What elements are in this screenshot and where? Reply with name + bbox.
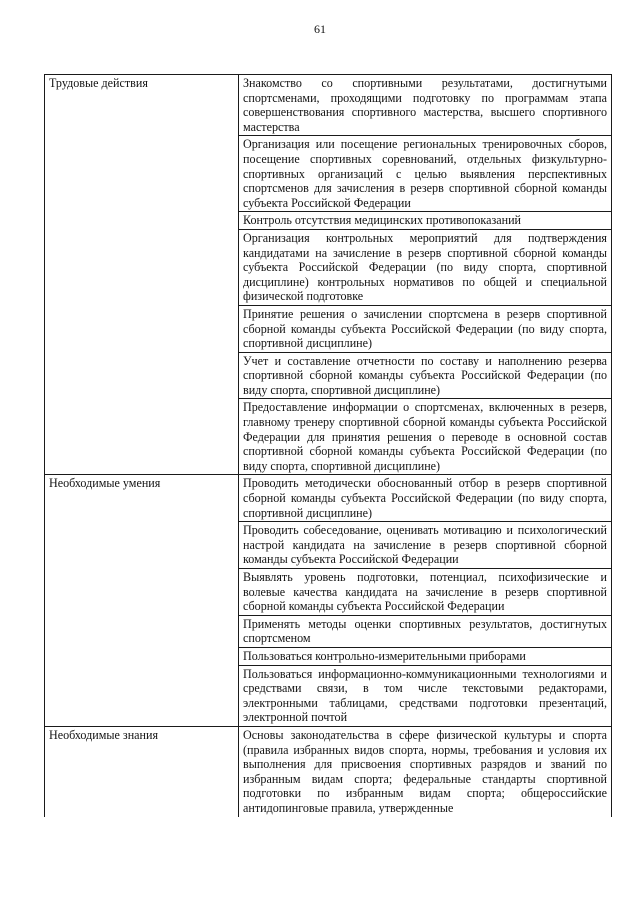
competency-table	[44, 74, 612, 817]
table-cell	[239, 615, 612, 647]
table-cell	[239, 647, 612, 665]
table-cell	[239, 665, 612, 726]
cell-text: Принятие решения о зачислении спортсмена в резерв спортивной сборной команды субъекта Российской Федерации (по виду спорта, спортивной дисциплине)	[243, 306, 607, 351]
row-label-labor-actions	[45, 75, 239, 475]
table-cell	[239, 229, 612, 305]
table-cell	[239, 726, 612, 816]
cell-text: Контроль отсутствия медицинских противопоказаний	[243, 213, 522, 228]
table-row	[45, 475, 612, 522]
table-cell	[239, 212, 612, 230]
cell-text: Знакомство со спортивными результатами, достигнутыми спортсменами, проходящими подготовку по программам этапа совершенствования спортивного мастерства, высшего спортивного мастерства	[243, 76, 607, 134]
cell-text: Проводить собеседование, оценивать мотивацию и психологический настрой кандидата на зачисление в резерв спортивной сборной команды субъекта Российской Федерации	[243, 523, 607, 567]
cell-text: Основы законодательства в сфере физической культуры и спорта (правила избранных видов спорта, нормы, требования и условия их выполнения для присвоения спортивных разрядов и званий по избранным видам спорта; федеральные стандарты спортивной подготовки по избранным видам спорта; общероссийские антидопинговые правила, утвержденные	[243, 727, 607, 815]
cell-text: Пользоваться контрольно-измерительными приборами	[243, 648, 526, 663]
cell-text: Пользоваться информационно-коммуникационными технологиями и средствами связи, в том числе текстовыми редакторами, электронными таблицами, средствами подготовки презентаций, электронной почтой	[243, 666, 607, 725]
cell-text: Учет и составление отчетности по составу и наполнению резерва спортивной сборной команды субъекта Российской Федерации (по виду спорта, спортивной дисциплине)	[243, 353, 607, 397]
cell-text: Предоставление информации о спортсменах, включенных в резерв, главному тренеру спортивной сборной команды субъекта Российской Федерации для принятия решения о переводе в основной состав спортивной сборной команды субъекта Российской Федерации (по виду спорта, спортивной дисциплине)	[243, 400, 607, 473]
cell-text: Выявлять уровень подготовки, потенциал, психофизические и волевые качества кандидата на зачисление в резерв спортивной сборной команды субъекта Российской Федерации	[243, 570, 607, 614]
row-label-text: Необходимые знания	[49, 727, 159, 742]
cell-text: Проводить методически обоснованный отбор в резерв спортивной сборной команды субъекта Российской Федерации (по виду спорта, спортивной дисциплине)	[243, 476, 607, 520]
row-label-text: Трудовые действия	[49, 76, 148, 90]
page-number: 61	[314, 22, 326, 36]
table-row	[45, 726, 612, 816]
cell-text: Применять методы оценки спортивных результатов, достигнутых спортсменом	[243, 616, 607, 646]
table-cell	[239, 305, 612, 352]
table-cell	[239, 569, 612, 616]
table-row	[45, 75, 612, 136]
row-label-required-knowledge	[45, 726, 239, 816]
table-cell	[239, 522, 612, 569]
table-cell	[239, 475, 612, 522]
table-cell	[239, 75, 612, 136]
row-label-text: Необходимые умения	[49, 476, 161, 491]
row-label-required-skills	[45, 475, 239, 727]
table-cell	[239, 136, 612, 212]
cell-text: Организация контрольных мероприятий для подтверждения кандидатами на зачисление в резерв спортивной сборной команды субъекта Российской Федерации (по виду спорта, спортивной дисциплине) контрольных нормативов по общей и специальной физической подготовке	[243, 230, 607, 304]
table-cell	[239, 352, 612, 399]
cell-text: Организация или посещение региональных тренировочных сборов, посещение спортивных соревнований, отдельных физкультурно-спортивных организаций с целью выявления перспективных спортсменов для зачисления в резерв спортивной сборной команды субъекта Российской Федерации	[243, 137, 607, 210]
table-cell	[239, 399, 612, 475]
